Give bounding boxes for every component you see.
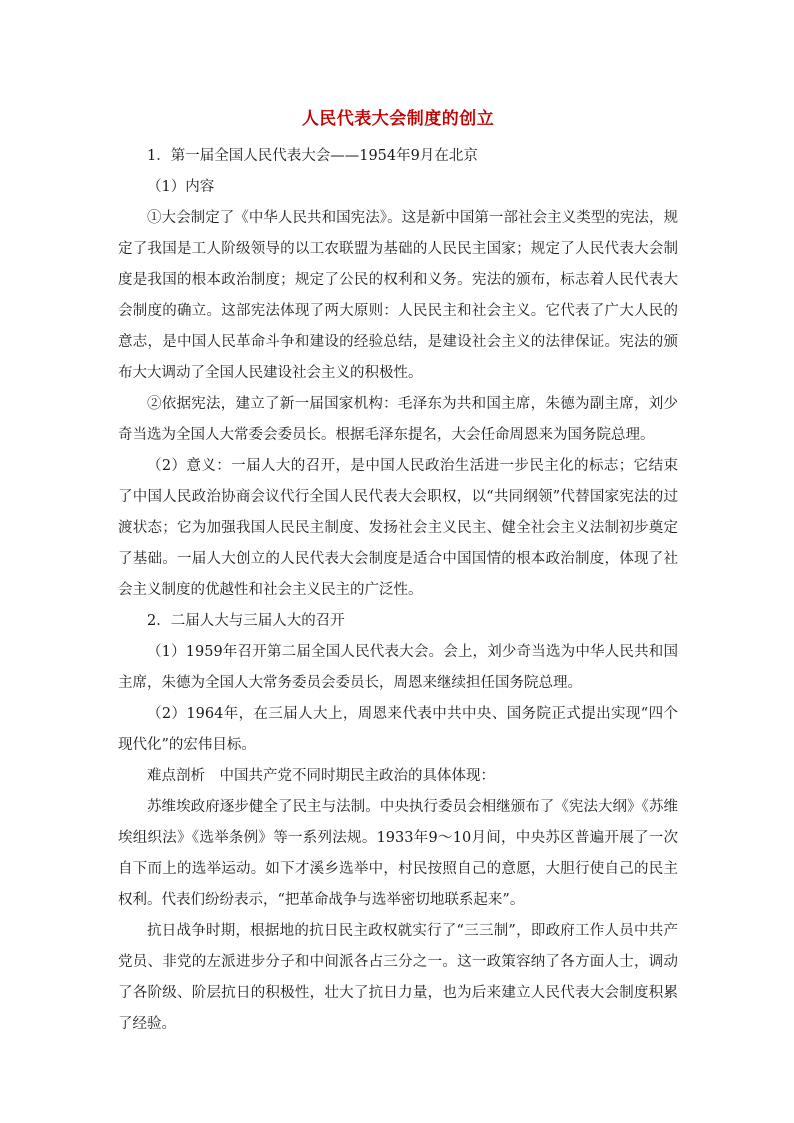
paragraph-constitution: ①大会制定了《中华人民共和国宪法》。这是新中国第一部社会主义类型的宪法，规定了我国是工人阶级领导的以工农联盟为基础的人民民主国家；规定了人民代表大会制度是我国的根本政治制度；规定了公民的权利和义务。宪法的颁布，标志着人民代表大会制度的确立。这部宪法体现了两大原则：人民民主和社会主义。它代表了广大人民的意志，是中国人民革命斗争和建设的经验总结，是建设社会主义的法律保证。宪法的颁布大大调动了全国人民建设社会主义的积极性。 <box>118 210 678 381</box>
document-page <box>118 100 678 1040</box>
document-title: 人民代表大会制度的创立 <box>301 109 495 129</box>
paragraph-third-npc: （2）1964年，在三届人大上，周恩来代表中共中央、国务院正式提出实现“四个现代化”的宏伟目标。 <box>118 706 678 753</box>
paragraph-second-npc: （1）1959年召开第二届全国人民代表大会。会上，刘少奇当选为中华人民共和国主席，朱德为全国人大常务委员会委员长，周恩来继续担任国务院总理。 <box>118 644 678 691</box>
paragraph-soviet-government: 苏维埃政府逐步健全了民主与法制。中央执行委员会相继颁布了《宪法大纲》《苏维埃组织法》《选举条例》等一系列法规。1933年9～10月间，中央苏区普遍开展了一次自下而上的选举运动。如下才溪乡选举中，村民按照自己的意愿，大胆行使自己的民主权利。代表们纷纷表示，“把革命战争与选举密切地联系起来”。 <box>118 799 678 908</box>
section-heading-2: 2．二届人大与三届人大的召开 <box>147 613 345 629</box>
paragraph-anti-japanese-war: 抗日战争时期，根据地的抗日民主政权就实行了“三三制”，即政府工作人员中共产党员、非党的左派进步分子和中间派各占三分之一。这一政策容纳了各方面人士，调动了各阶级、阶层抗日的积极性，壮大了抗日力量，也为后来建立人民代表大会制度积累了经验。 <box>118 923 678 1032</box>
paragraph-state-organs: ②依据宪法，建立了新一届国家机构：毛泽东为共和国主席，朱德为副主席，刘少奇当选为全国人大常委会委员长。根据毛泽东提名，大会任命周恩来为国务院总理。 <box>118 396 678 443</box>
paragraph-significance: （2）意义：一届人大的召开，是中国人民政治生活进一步民主化的标志；它结束了中国人民政治协商会议代行全国人民代表大会职权，以“共同纲领”代替国家宪法的过渡状态；它为加强我国人民民主制度、发扬社会主义民主、健全社会主义法制初步奠定了基础。一届人大创立的人民代表大会制度是适合中国国情的根本政治制度，体现了社会主义制度的优越性和社会主义民主的广泛性。 <box>118 458 678 598</box>
section-heading-1: 1．第一届全国人民代表大会——1954年9月在北京 <box>147 148 478 164</box>
subsection-heading-content: （1）内容 <box>147 179 215 195</box>
difficulty-analysis-heading: 难点剖析 中国共产党不同时期民主政治的具体体现： <box>147 768 495 784</box>
